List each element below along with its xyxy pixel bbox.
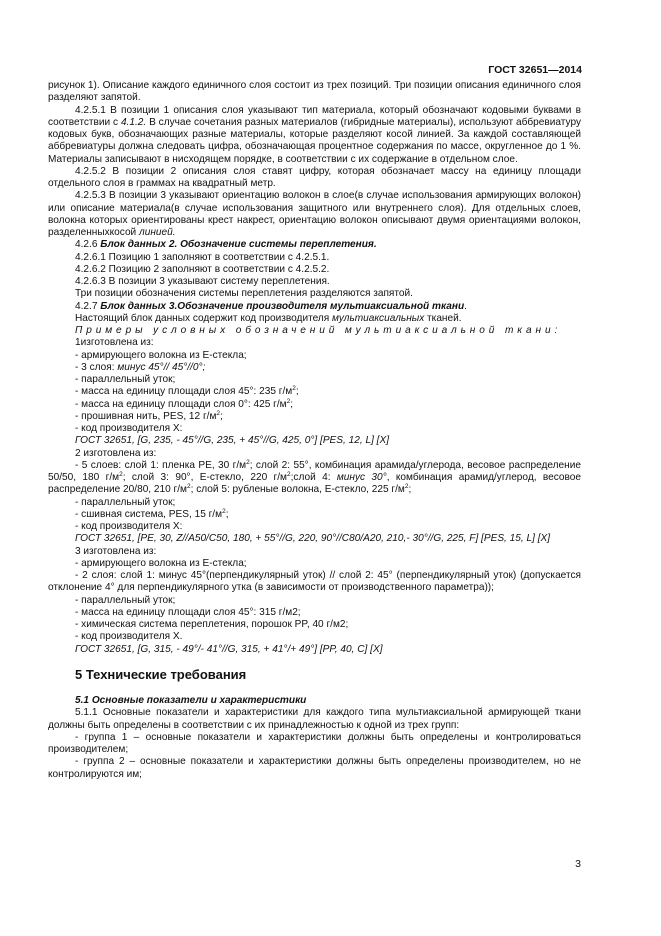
heading-4-2-6 — [48, 239, 581, 251]
heading-number: 4.2.7 — [75, 300, 101, 312]
paragraph-4-2-6-2: 4.2.6.2 Позицию 2 заполняют в соответствии с 4.2.5.2. — [75, 263, 330, 275]
text: Настоящий блок данных содержит код производителя — [75, 312, 333, 324]
examples-heading — [48, 325, 581, 337]
text: ; слой 2: 55°, комбинация арамида/углерода, весовое распределение 50/50, 180 г/м — [48, 459, 582, 483]
text: ; слой 3: 90°, Е-стекло, 220 г/м — [122, 472, 287, 483]
text: В случае сочетания разных материалов (гибридные материалы), используют аббревиатуру кодовых букв, обозначающих разные материалы, которые разделяют косой линией. За каждой составляющей аббревиатуры должна следовать цифра, обозначающая процентное содержания по массе, округленное до 1 %. Материалы записывают в нисходящем порядке, в соответствии с их содержание в отдельном слое. — [48, 116, 581, 165]
heading-title: Блок данных 3.Обозначение производителя мультиаксиальной ткани — [100, 300, 465, 312]
list-item: - параллельный уток; — [75, 594, 176, 606]
list-item: - код производителя Х: — [75, 423, 183, 434]
list-item: - масса на единицу площади слоя 45°: 315 г/м2; — [75, 606, 301, 618]
superscript: 2 — [404, 483, 409, 491]
list-item — [48, 399, 581, 411]
example-2-title: 2 изготовлена из: — [75, 447, 157, 459]
paragraph: рисунок 1). Описание каждого единичного слоя состоит из трех позиций. Три позиции описания единичного слоя разделяют запятой. — [48, 80, 581, 104]
page-number: 3 — [575, 858, 581, 870]
text: ; — [408, 484, 412, 496]
list-item — [48, 460, 581, 497]
text: 4.2.5.3 В позиции 3 указывают ориентацию волокон в слое(в случае использования армирующих волокон) или описание материала(в случае использования защитного или внутреннего слоя). Для отдельных слоев, волокна которых ориентированы крест накрест, ориентацию волокон описывают двумя ориентациями волокон, разделенныхкосой — [48, 190, 581, 238]
designation-code: ГОСТ 32651, [G, 235, - 45°//G, 235, + 45°//G, 425, 0°] [PES, 12, L] [X] — [75, 435, 390, 447]
text: ;слой 4: — [290, 472, 337, 483]
superscript: 2 — [119, 471, 123, 478]
paragraph-4-2-6-3: 4.2.6.3 В позиции 3 указывают систему переплетения. — [75, 276, 330, 287]
text: ; — [295, 386, 299, 398]
heading-title: Блок данных 2. Обозначение системы переплетения. — [100, 239, 377, 251]
superscript: 2 — [216, 409, 221, 417]
superscript: 2 — [187, 483, 191, 491]
examples-label: Примеры условных обозначений мультиаксиальной ткани: — [75, 325, 562, 336]
designation-code: ГОСТ 32651, [G, 315, - 49°/- 41°//G, 315, + 41°/+ 49°] [PP, 40, C] [X] — [75, 643, 383, 655]
text: - масса на единицу площади слоя 45°: 235 г/м — [75, 386, 293, 398]
document-body — [48, 80, 581, 781]
list-item — [48, 509, 581, 521]
superscript: 2 — [286, 471, 291, 478]
paragraph — [48, 313, 581, 325]
section-5-title: 5 Технические требования — [75, 666, 247, 682]
example-1-title: 1изготовлена из: — [75, 337, 154, 349]
list-item: - код производителя Х: — [75, 521, 183, 532]
text: , комбинация арамид/углерод, весовое распределение 20/80, 210 г/м — [48, 472, 581, 496]
text: - 5 слоев: слой 1: пленка PE, 30 г/м — [75, 459, 247, 471]
reference-link: 4.1.2. — [120, 116, 147, 128]
text: ; слой 5: рубленые волокна, Е-стекло, 225 г/м — [190, 484, 405, 496]
paragraph-4-2-6-1: 4.2.6.1 Позицию 1 заполняют в соответствии с 4.2.5.1. — [75, 251, 330, 263]
list-item — [48, 362, 581, 374]
text-italic: линией. — [139, 227, 176, 238]
list-item: - код производителя Х. — [75, 631, 183, 643]
text: 4.2.5.1 В позиции 1 описания слоя указывают тип материала, который обозначают кодовыми буквами в соответствии с — [48, 104, 581, 128]
heading-number: 4.2.6 — [75, 239, 101, 251]
document-header: ГОСТ 32651—2014 — [488, 64, 582, 76]
list-item-group-1: - группа 1 – основные показатели и характеристики должны быть определены и контролироваться производителем; — [48, 731, 581, 755]
list-item: - химическая система переплетения, порошок PP, 40 г/м2; — [75, 619, 349, 630]
text: . — [464, 300, 467, 312]
text: ; — [290, 398, 294, 410]
list-item: - 2 слоя: слой 1: минус 45°(перпендикулярный уток) // слой 2: 45° (перпендикулярный уток) (допускается отклонение 4° для перпендикулярного утка (в зависимости от производственного параметра)); — [48, 570, 581, 594]
text: - масса на единицу площади слоя 0°: 425 г/м — [75, 398, 287, 410]
text: тканей. — [424, 312, 462, 324]
paragraph-4-2-5-1 — [48, 105, 581, 166]
text: - 3 слоя: — [75, 361, 118, 373]
paragraph-4-2-5-3 — [48, 190, 581, 239]
paragraph: Три позиции обозначения системы переплетения разделяются запятой. — [75, 288, 413, 300]
list-item-group-2: - группа 2 – основные показатели и характеристики должны быть определены производителем, но не контролируются им; — [48, 756, 581, 780]
text: - сшивная система, PES, 15 г/м — [75, 508, 223, 520]
heading-4-2-7 — [48, 301, 581, 313]
text-italic: минус 45°// 45°//0°; — [117, 361, 206, 373]
superscript: 2 — [222, 507, 226, 515]
superscript: 2 — [292, 385, 296, 393]
list-item — [48, 411, 581, 423]
paragraph-4-2-5-2: 4.2.5.2 В позиции 2 описания слоя ставят цифру, которая обозначает массу на единицу площади отдельного слоя в граммах на квадратный метр. — [48, 165, 581, 189]
list-item: - параллельный уток; — [75, 496, 176, 508]
designation-code: ГОСТ 32651, [PE, 30, Z//A50/C50, 180, + 55°//G, 220, 90°//C80/A20, 210,- 30°//G, 225, F] [PES, 15, L] [X] — [75, 533, 551, 545]
list-item: - параллельный уток; — [75, 374, 176, 385]
subsection-5-1-title: 5.1 Основные показатели и характеристики — [75, 695, 307, 706]
example-3-title: 3 изготовлена из: — [75, 545, 157, 557]
list-item: - армирующего волокна из Е-стекла; — [75, 557, 247, 569]
list-item: - армирующего волокна из Е-стекла; — [75, 349, 247, 361]
text-italic: мультиаксиальных — [332, 312, 425, 324]
text-italic: минус 30° — [336, 472, 387, 483]
text: - прошивная нить, PES, 12 г/м — [75, 410, 217, 422]
superscript: 2 — [246, 458, 250, 466]
text: ; — [220, 410, 223, 422]
superscript: 2 — [286, 397, 291, 405]
text: ; — [225, 508, 229, 520]
paragraph-5-1-1: 5.1.1 Основные показатели и характеристики для каждого типа мультиаксиальной армирующей ткани должны быть определены в соответствии с их принадлежностью к одной из трех групп: — [48, 707, 581, 731]
list-item — [48, 386, 581, 398]
